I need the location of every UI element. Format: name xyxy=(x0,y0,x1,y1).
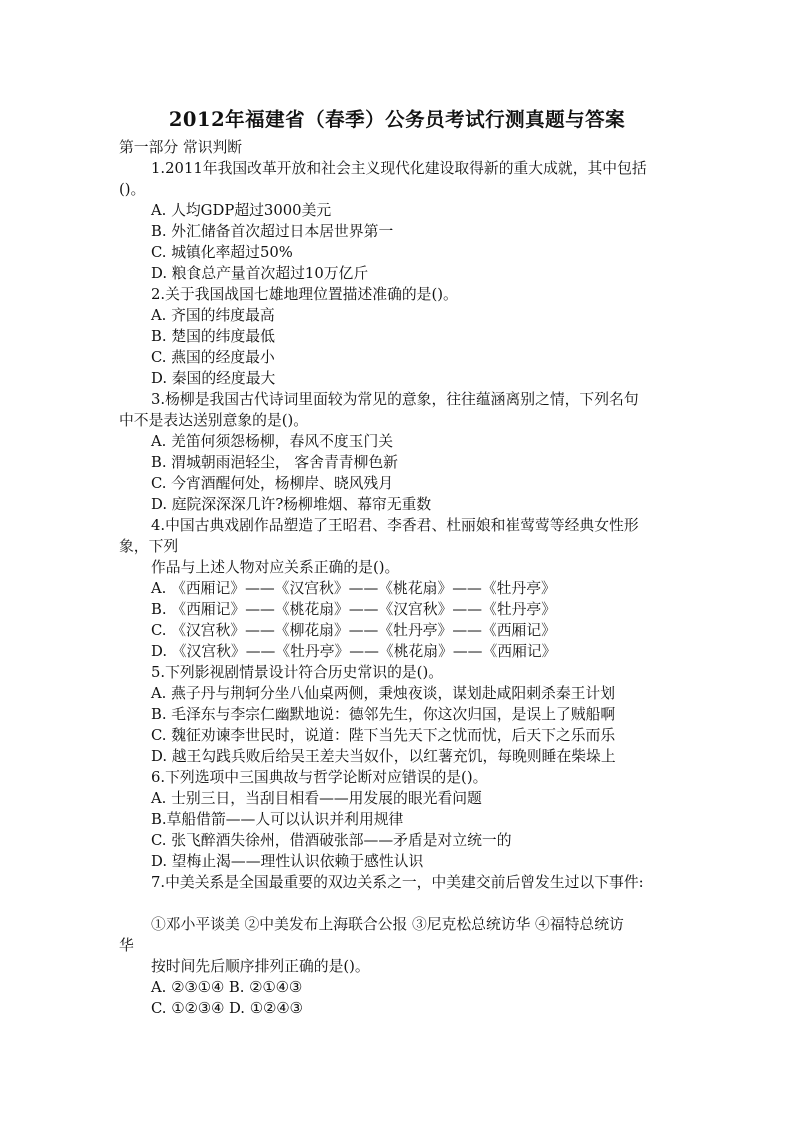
question-3-stem: 3.杨柳是我国古代诗词里面较为常见的意象，往往蕴涵离别之情，下列名句 xyxy=(151,391,639,408)
question-2-option-b: B. 楚国的纬度最低 xyxy=(151,328,275,345)
question-1-option-d: D. 粮食总产量首次超过10万亿斤 xyxy=(151,265,369,282)
question-4-stem: 4.中国古典戏剧作品塑造了王昭君、李香君、杜丽娘和崔莺莺等经典女性形 xyxy=(151,517,639,534)
question-1-option-c: C. 城镇化率超过50% xyxy=(151,244,293,261)
question-1-stem: 1.2011年我国改革开放和社会主义现代化建设取得新的重大成就，其中包括 xyxy=(151,160,647,177)
question-3-stem-cont: 中不是表达送别意象的是()。 xyxy=(119,412,309,429)
question-1-option-b: B. 外汇储备首次超过日本居世界第一 xyxy=(151,223,394,240)
question-5-stem: 5.下列影视剧情景设计符合历史常识的是()。 xyxy=(151,664,444,681)
question-4-option-a: A. 《西厢记》——《汉宫秋》——《桃花扇》——《牡丹亭》 xyxy=(151,580,556,597)
question-1-option-a: A. 人均GDP超过3000美元 xyxy=(151,202,332,219)
question-4-option-b: B. 《西厢记》——《桃花扇》——《汉宫秋》——《牡丹亭》 xyxy=(151,601,557,618)
question-4-option-c: C. 《汉宫秋》——《柳花扇》——《牡丹亭》——《西厢记》 xyxy=(151,622,556,639)
question-7-events-cont: 华 xyxy=(119,937,134,954)
question-7-events: ①邓小平谈美 ②中美发布上海联合公报 ③尼克松总统访华 ④福特总统访 xyxy=(151,916,624,933)
question-6-option-a: A. 士别三日，当刮目相看——用发展的眼光看问题 xyxy=(151,790,482,807)
question-3-option-a: A. 羌笛何须怨杨柳，春风不度玉门关 xyxy=(151,433,394,450)
question-6-option-c: C. 张飞醉酒失徐州，借酒破张部——矛盾是对立统一的 xyxy=(151,832,512,849)
question-4-stem-cont-2: 作品与上述人物对应关系正确的是()。 xyxy=(151,559,400,576)
question-2-option-d: D. 秦国的经度最大 xyxy=(151,370,276,387)
question-3-option-d: D. 庭院深深深几许?杨柳堆烟、幕帘无重数 xyxy=(151,496,432,513)
document-title: 2012年福建省（春季）公务员考试行测真题与答案 xyxy=(168,108,626,131)
question-7-options-cd: C. ①②③④ D. ①②④③ xyxy=(151,1000,303,1017)
question-3-option-b: B. 渭城朝雨浥轻尘， 客舍青青柳色新 xyxy=(151,454,398,471)
question-2-stem: 2.关于我国战国七雄地理位置描述准确的是()。 xyxy=(151,286,458,303)
section-heading: 第一部分 常识判断 xyxy=(119,139,243,156)
question-7-options-ab: A. ②③①④ B. ②①④③ xyxy=(151,979,303,996)
question-1-stem-cont: ()。 xyxy=(119,181,146,198)
question-6-stem: 6.下列选项中三国典故与哲学论断对应错误的是()。 xyxy=(151,769,488,786)
question-3-option-c: C. 今宵酒醒何处，杨柳岸、晓风残月 xyxy=(151,475,394,492)
question-5-option-c: C. 魏征劝谏李世民时，说道：陛下当先天下之忧而忧，后天下之乐而乐 xyxy=(151,727,616,744)
question-7-prompt: 按时间先后顺序排列正确的是()。 xyxy=(151,958,370,975)
question-4-option-d: D. 《汉宫秋》——《牡丹亭》——《桃花扇》——《西厢记》 xyxy=(151,643,557,660)
question-4-stem-cont: 象，下列 xyxy=(119,538,179,555)
question-5-option-d: D. 越王勾践兵败后给吴王差夫当奴仆，以红薯充饥，每晚则睡在柴垛上 xyxy=(151,748,616,765)
question-5-option-b: B. 毛泽东与李宗仁幽默地说：德邻先生，你这次归国，是误上了贼船啊 xyxy=(151,706,616,723)
question-7-stem: 7.中美关系是全国最重要的双边关系之一，中美建交前后曾发生过以下事件: xyxy=(151,874,644,891)
question-6-option-d: D. 望梅止渴——理性认识依赖于感性认识 xyxy=(151,853,424,870)
question-2-option-a: A. 齐国的纬度最高 xyxy=(151,307,275,324)
question-5-option-a: A. 燕子丹与荆轲分坐八仙桌两侧，秉烛夜谈，谋划赴咸阳刺杀秦王计划 xyxy=(151,685,616,702)
question-6-option-b: B.草船借箭——人可以认识并利用规律 xyxy=(151,811,404,828)
question-2-option-c: C. 燕国的经度最小 xyxy=(151,349,275,366)
